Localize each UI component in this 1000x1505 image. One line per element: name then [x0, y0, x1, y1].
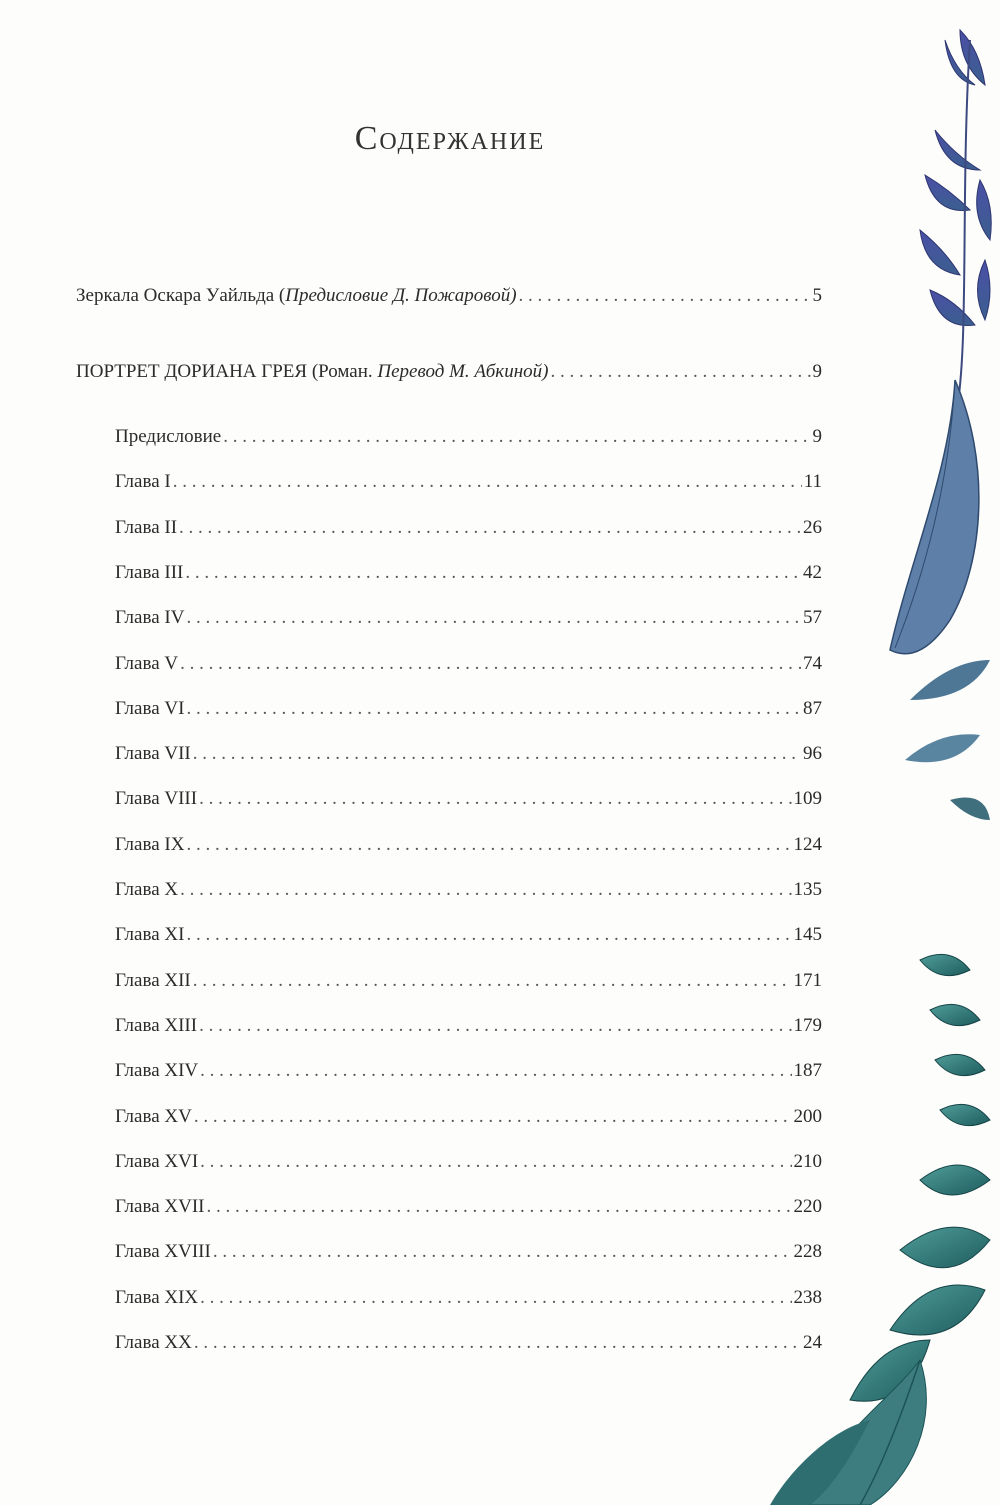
dot-leader [185, 561, 801, 585]
dot-leader [186, 923, 791, 947]
toc-chapter-title: Глава XII [115, 969, 191, 991]
toc-chapter-title: Глава V [115, 652, 179, 674]
toc-chapter-page: 220 [793, 1196, 822, 1218]
toc-chapter-page: 171 [793, 969, 822, 991]
dot-leader [194, 1105, 792, 1129]
dot-leader [186, 606, 801, 630]
toc-chapter-title: Глава X [115, 879, 179, 900]
toc-chapter-page: 238 [793, 1286, 822, 1308]
toc-chapter-entry[interactable] [115, 1150, 822, 1174]
toc-chapter-entry[interactable] [115, 878, 822, 902]
dot-leader [213, 1240, 792, 1264]
toc-chapter-page: 96 [803, 743, 822, 765]
dot-leader [194, 1331, 801, 1355]
toc-chapter-entry[interactable] [115, 470, 822, 494]
dot-leader [200, 1286, 791, 1310]
dot-leader [173, 470, 802, 494]
botanical-illustration [770, 0, 1000, 1505]
toc-chapter-page: 109 [793, 788, 822, 810]
dot-leader [200, 1059, 791, 1083]
toc-chapter-entry[interactable] [115, 1014, 822, 1038]
toc-chapter-page: 210 [793, 1150, 822, 1172]
toc-chapter-page: 200 [793, 1105, 822, 1127]
toc-chapter-title: Глава XX [115, 1332, 192, 1353]
toc-chapter-title: Глава XIII [115, 1014, 198, 1036]
toc-entry-title: Зеркала Оскара Уайльда (Предисловие Д. Пожаровой) [76, 285, 517, 306]
toc-chapter-title: Глава VI [115, 697, 185, 719]
toc-chapter-page: 9 [812, 426, 822, 447]
toc-chapter-entry[interactable] [115, 1331, 822, 1355]
toc-chapter-title: Глава VII [115, 743, 191, 765]
toc-chapter-page: 135 [793, 879, 822, 900]
toc-chapter-page: 228 [793, 1241, 822, 1263]
dot-leader [199, 787, 791, 811]
toc-chapter-title: Глава XIV [115, 1060, 199, 1082]
toc-chapter-entry[interactable] [115, 787, 822, 811]
toc-chapter-title: Глава II [115, 516, 178, 538]
toc-chapter-entry[interactable] [115, 742, 822, 766]
dot-leader [519, 284, 811, 308]
dot-leader [180, 878, 791, 902]
toc-entry-page: 9 [812, 361, 822, 382]
toc-chapter-entry[interactable] [115, 606, 822, 630]
toc-chapter-entry[interactable] [115, 969, 822, 993]
dot-leader [186, 697, 801, 721]
toc-chapter-entry[interactable] [115, 697, 822, 721]
toc-chapter-title: Глава IX [115, 833, 185, 855]
toc-chapter-page: 145 [793, 924, 822, 946]
dot-leader [186, 833, 791, 857]
toc-chapter-entry[interactable] [115, 561, 822, 585]
toc-chapter-page: 179 [793, 1014, 822, 1036]
toc-chapter-entry[interactable] [115, 1059, 822, 1083]
toc-chapter-entry[interactable] [115, 652, 822, 676]
toc-chapter-title: Глава IV [115, 607, 185, 629]
toc-chapter-entry[interactable] [115, 1105, 822, 1129]
toc-chapter-title: Предисловие [115, 426, 222, 447]
dot-leader [200, 1150, 791, 1174]
toc-chapter-page: 26 [803, 516, 822, 538]
toc-chapter-title: Глава VIII [115, 788, 198, 810]
toc-chapter-title: Глава XV [115, 1105, 192, 1127]
dot-leader [206, 1195, 791, 1219]
toc-chapter-page: 42 [803, 561, 822, 583]
toc-chapter-title: Глава XVIII [115, 1241, 211, 1263]
toc-chapter-page: 124 [793, 833, 822, 855]
dot-leader [223, 425, 810, 449]
toc-entry-title: ПОРТРЕТ ДОРИАНА ГРЕЯ (Роман. Перевод М. Абкиной) [76, 361, 549, 382]
toc-entry-novel[interactable] [76, 360, 822, 384]
toc-entry-page: 5 [812, 285, 822, 306]
toc-chapter-title: Глава XIX [115, 1286, 199, 1308]
toc-chapter-page: 74 [803, 652, 822, 674]
toc-chapter-entry[interactable] [115, 923, 822, 947]
toc-chapter-page: 57 [803, 607, 822, 629]
toc-chapter-title: Глава XVI [115, 1150, 199, 1172]
toc-chapter-page: 11 [803, 471, 822, 493]
dot-leader [193, 742, 801, 766]
toc-chapter-entry[interactable] [115, 425, 822, 449]
toc-chapter-entry[interactable] [115, 1286, 822, 1310]
toc-chapter-title: Глава XI [115, 924, 185, 946]
toc-chapter-entry[interactable] [115, 833, 822, 857]
toc-chapter-title: Глава III [115, 561, 184, 583]
toc-chapter-page: 187 [793, 1060, 822, 1082]
toc-chapter-page: 24 [803, 1332, 822, 1353]
page-title: Содержание [354, 120, 546, 157]
toc-chapter-entry[interactable] [115, 516, 822, 540]
dot-leader [180, 652, 801, 676]
toc-chapter-title: Глава XVII [115, 1196, 205, 1218]
dot-leader [193, 969, 792, 993]
toc-entry-preface-article[interactable] [76, 284, 822, 308]
dot-leader [199, 1014, 791, 1038]
toc-chapter-entry[interactable] [115, 1195, 822, 1219]
toc-chapter-entry[interactable] [115, 1240, 822, 1264]
dot-leader [179, 516, 801, 540]
toc-chapter-page: 87 [803, 697, 822, 719]
toc-chapter-title: Глава I [115, 471, 171, 493]
